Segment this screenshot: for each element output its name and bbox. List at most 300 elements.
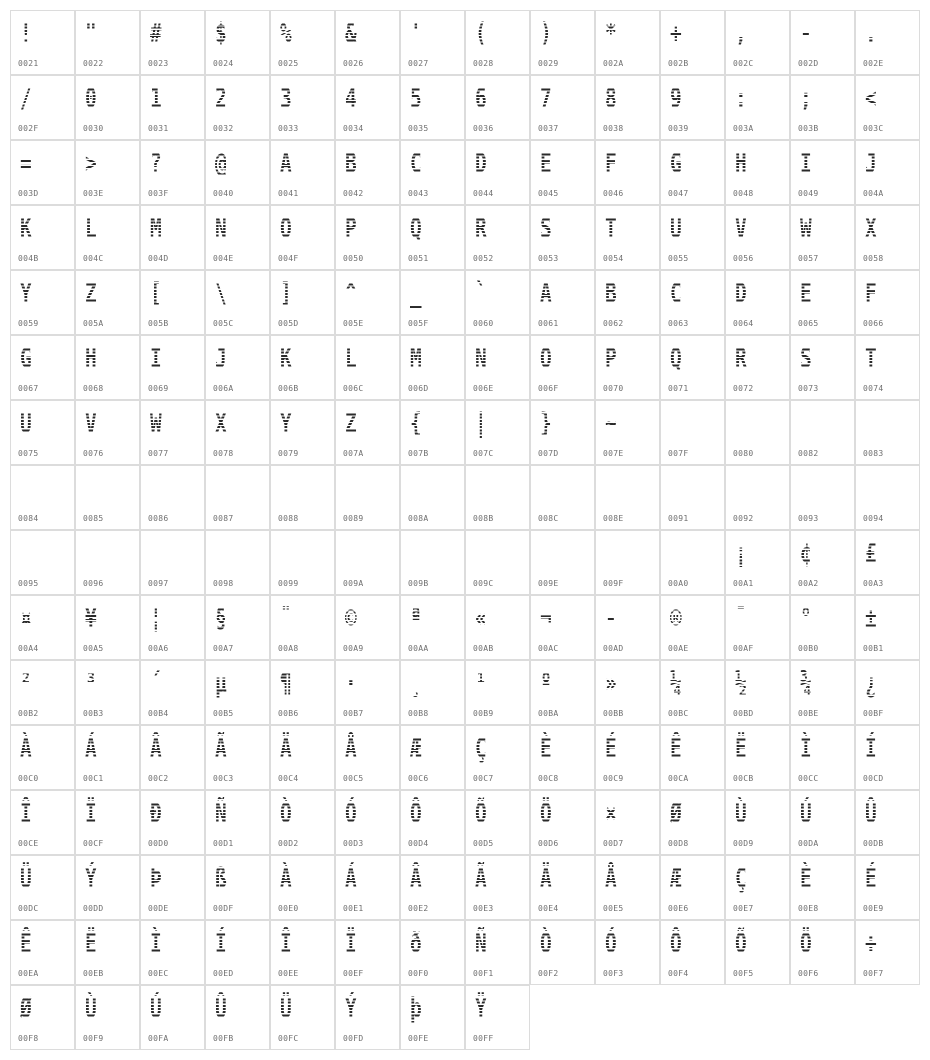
glyph-sample: ¡ <box>735 538 747 569</box>
glyph-sample: V <box>85 408 97 439</box>
glyph-codepoint: 00D9 <box>733 839 754 848</box>
glyph-codepoint: 0059 <box>18 319 39 328</box>
glyph-cell-00dd <box>75 855 140 920</box>
glyph-sample: ° <box>800 603 812 634</box>
glyph-sample: ª <box>410 603 422 634</box>
glyph-cell-00ca <box>660 725 725 790</box>
glyph-sample: Ë <box>85 928 97 959</box>
glyph-sample: × <box>605 798 617 829</box>
glyph-sample: Y <box>20 278 32 309</box>
glyph-codepoint: 0094 <box>863 514 884 523</box>
glyph-codepoint: 00D3 <box>343 839 364 848</box>
glyph-codepoint: 0038 <box>603 124 624 133</box>
glyph-codepoint: 0088 <box>278 514 299 523</box>
glyph-codepoint: 006C <box>343 384 364 393</box>
glyph-sample: Ë <box>735 733 747 764</box>
glyph-sample: ´ <box>150 668 162 699</box>
glyph-cell-0070 <box>595 335 660 400</box>
glyph-cell-0038 <box>595 75 660 140</box>
glyph-sample: { <box>410 408 422 439</box>
glyph-codepoint: 006E <box>473 384 494 393</box>
glyph-sample: ¾ <box>800 668 812 699</box>
glyph-codepoint: 00B0 <box>798 644 819 653</box>
glyph-sample: X <box>215 408 227 439</box>
glyph-cell-00d2 <box>270 790 335 855</box>
glyph-cell-00c8 <box>530 725 595 790</box>
glyph-codepoint: 00AA <box>408 644 429 653</box>
glyph-cell-00d7 <box>595 790 660 855</box>
glyph-codepoint: 00C4 <box>278 774 299 783</box>
glyph-cell-002c <box>725 10 790 75</box>
glyph-codepoint: 007A <box>343 449 364 458</box>
glyph-codepoint: 00AB <box>473 644 494 653</box>
glyph-cell-00a0 <box>660 530 725 595</box>
glyph-cell-005b <box>140 270 205 335</box>
glyph-codepoint: 00A0 <box>668 579 689 588</box>
glyph-cell-00a5 <box>75 595 140 660</box>
glyph-cell-0034 <box>335 75 400 140</box>
glyph-cell-00b2 <box>10 660 75 725</box>
glyph-cell-00b1 <box>855 595 920 660</box>
glyph-cell-00fe <box>400 985 465 1050</box>
glyph-codepoint: 0098 <box>213 579 234 588</box>
glyph-cell-00ad <box>595 595 660 660</box>
glyph-cell-0095 <box>10 530 75 595</box>
glyph-cell-0099 <box>270 530 335 595</box>
glyph-cell-00fc <box>270 985 335 1050</box>
glyph-codepoint: 00EB <box>83 969 104 978</box>
glyph-cell-00ba <box>530 660 595 725</box>
glyph-cell-00cd <box>855 725 920 790</box>
glyph-sample: - <box>800 18 812 49</box>
glyph-cell-0076 <box>75 400 140 465</box>
glyph-sample: ¤ <box>20 603 32 634</box>
glyph-sample: I <box>800 148 812 179</box>
glyph-codepoint: 0041 <box>278 189 299 198</box>
glyph-cell-006e <box>465 335 530 400</box>
glyph-cell-00b4 <box>140 660 205 725</box>
glyph-cell-0021 <box>10 10 75 75</box>
glyph-codepoint: 0093 <box>798 514 819 523</box>
glyph-codepoint: 009A <box>343 579 364 588</box>
glyph-cell-0024 <box>205 10 270 75</box>
glyph-sample: B <box>605 278 617 309</box>
glyph-cell-0048 <box>725 140 790 205</box>
glyph-cell-00c2 <box>140 725 205 790</box>
glyph-codepoint: 0091 <box>668 514 689 523</box>
glyph-sample: § <box>215 603 227 634</box>
glyph-cell-0091 <box>660 465 725 530</box>
glyph-cell-00c1 <box>75 725 140 790</box>
glyph-cell-0026 <box>335 10 400 75</box>
glyph-codepoint: 002A <box>603 59 624 68</box>
glyph-cell-00b5 <box>205 660 270 725</box>
glyph-cell-002d <box>790 10 855 75</box>
glyph-sample: 7 <box>540 83 552 114</box>
glyph-sample: À <box>20 733 32 764</box>
glyph-cell-00f7 <box>855 920 920 985</box>
glyph-cell-0097 <box>140 530 205 595</box>
glyph-sample: [ <box>150 278 162 309</box>
glyph-cell-0045 <box>530 140 595 205</box>
glyph-sample: _ <box>410 278 422 309</box>
glyph-cell-00c9 <box>595 725 660 790</box>
glyph-cell-004d <box>140 205 205 270</box>
glyph-codepoint: 00CB <box>733 774 754 783</box>
glyph-codepoint: 009B <box>408 579 429 588</box>
glyph-cell-006a <box>205 335 270 400</box>
glyph-sample: . <box>865 18 877 49</box>
glyph-cell-009b <box>400 530 465 595</box>
glyph-sample: M <box>150 213 162 244</box>
glyph-codepoint: 004E <box>213 254 234 263</box>
glyph-codepoint: 0084 <box>18 514 39 523</box>
glyph-cell-00af <box>725 595 790 660</box>
glyph-sample: K <box>20 213 32 244</box>
glyph-codepoint: 0061 <box>538 319 559 328</box>
glyph-codepoint: 0072 <box>733 384 754 393</box>
glyph-codepoint: 0051 <box>408 254 429 263</box>
glyph-cell-009e <box>530 530 595 595</box>
glyph-codepoint: 007C <box>473 449 494 458</box>
glyph-sample: Ö <box>540 798 552 829</box>
glyph-sample: \ <box>215 278 227 309</box>
glyph-sample: & <box>345 18 357 49</box>
glyph-codepoint: 006A <box>213 384 234 393</box>
glyph-cell-00e6 <box>660 855 725 920</box>
glyph-sample: ß <box>215 863 227 894</box>
glyph-cell-004c <box>75 205 140 270</box>
glyph-cell-006c <box>335 335 400 400</box>
glyph-sample: 1 <box>150 83 162 114</box>
glyph-cell-007f <box>660 400 725 465</box>
glyph-cell-00e0 <box>270 855 335 920</box>
glyph-cell-00f9 <box>75 985 140 1050</box>
glyph-sample: Ä <box>280 733 292 764</box>
glyph-sample: , <box>735 18 747 49</box>
glyph-sample: H <box>85 343 97 374</box>
glyph-sample: S <box>540 213 552 244</box>
glyph-cell-002b <box>660 10 725 75</box>
glyph-codepoint: 00C2 <box>148 774 169 783</box>
glyph-codepoint: 00FD <box>343 1034 364 1043</box>
glyph-cell-0041 <box>270 140 335 205</box>
glyph-sample: Á <box>85 733 97 764</box>
glyph-codepoint: 00D6 <box>538 839 559 848</box>
glyph-cell-0065 <box>790 270 855 335</box>
glyph-sample: Ï <box>345 928 357 959</box>
glyph-cell-003e <box>75 140 140 205</box>
glyph-sample: J <box>215 343 227 374</box>
glyph-cell-00e5 <box>595 855 660 920</box>
glyph-sample: ? <box>150 148 162 179</box>
glyph-sample: Ü <box>20 863 32 894</box>
glyph-sample: L <box>85 213 97 244</box>
glyph-sample: Q <box>670 343 682 374</box>
glyph-codepoint: 00B2 <box>18 709 39 718</box>
glyph-cell-005c <box>205 270 270 335</box>
glyph-cell-0047 <box>660 140 725 205</box>
glyph-codepoint: 00EA <box>18 969 39 978</box>
glyph-sample: A <box>280 148 292 179</box>
glyph-cell-00ab <box>465 595 530 660</box>
glyph-sample: I <box>150 343 162 374</box>
glyph-codepoint: 00AE <box>668 644 689 653</box>
glyph-codepoint: 0045 <box>538 189 559 198</box>
glyph-sample: Æ <box>410 733 422 764</box>
glyph-codepoint: 008C <box>538 514 559 523</box>
glyph-codepoint: 0076 <box>83 449 104 458</box>
glyph-cell-0054 <box>595 205 660 270</box>
glyph-sample: - <box>605 603 617 634</box>
glyph-codepoint: 0043 <box>408 189 429 198</box>
glyph-codepoint: 0077 <box>148 449 169 458</box>
glyph-cell-0087 <box>205 465 270 530</box>
glyph-codepoint: 00B8 <box>408 709 429 718</box>
glyph-cell-0079 <box>270 400 335 465</box>
glyph-cell-00ec <box>140 920 205 985</box>
glyph-cell-006b <box>270 335 335 400</box>
glyph-codepoint: 0032 <box>213 124 234 133</box>
glyph-codepoint: 00BA <box>538 709 559 718</box>
glyph-codepoint: 0028 <box>473 59 494 68</box>
glyph-sample: ¸ <box>410 668 422 699</box>
glyph-codepoint: 005E <box>343 319 364 328</box>
glyph-sample: ¬ <box>540 603 552 634</box>
glyph-sample: ½ <box>735 668 747 699</box>
glyph-sample: ] <box>280 278 292 309</box>
glyph-codepoint: 007E <box>603 449 624 458</box>
glyph-cell-0098 <box>205 530 270 595</box>
glyph-sample: 4 <box>345 83 357 114</box>
glyph-codepoint: 0074 <box>863 384 884 393</box>
glyph-sample: ) <box>540 18 552 49</box>
glyph-sample: Î <box>280 928 292 959</box>
glyph-sample: » <box>605 668 617 699</box>
glyph-cell-00c5 <box>335 725 400 790</box>
glyph-codepoint: 005B <box>148 319 169 328</box>
glyph-codepoint: 006B <box>278 384 299 393</box>
glyph-codepoint: 0033 <box>278 124 299 133</box>
glyph-codepoint: 007B <box>408 449 429 458</box>
glyph-codepoint: 0069 <box>148 384 169 393</box>
glyph-cell-002a <box>595 10 660 75</box>
glyph-codepoint: 0054 <box>603 254 624 263</box>
glyph-codepoint: 00F2 <box>538 969 559 978</box>
glyph-codepoint: 0070 <box>603 384 624 393</box>
glyph-sample: Y <box>280 408 292 439</box>
glyph-sample: ® <box>670 603 682 634</box>
glyph-codepoint: 0024 <box>213 59 234 68</box>
glyph-sample: N <box>215 213 227 244</box>
glyph-sample: Ó <box>605 928 617 959</box>
glyph-codepoint: 00D1 <box>213 839 234 848</box>
glyph-sample: C <box>670 278 682 309</box>
glyph-cell-0057 <box>790 205 855 270</box>
glyph-codepoint: 00D2 <box>278 839 299 848</box>
glyph-sample: G <box>20 343 32 374</box>
glyph-codepoint: 0058 <box>863 254 884 263</box>
glyph-codepoint: 0099 <box>278 579 299 588</box>
glyph-sample: Û <box>865 798 877 829</box>
glyph-codepoint: 00AF <box>733 644 754 653</box>
glyph-codepoint: 0034 <box>343 124 364 133</box>
glyph-codepoint: 0063 <box>668 319 689 328</box>
glyph-codepoint: 0052 <box>473 254 494 263</box>
glyph-cell-007a <box>335 400 400 465</box>
glyph-codepoint: 0030 <box>83 124 104 133</box>
glyph-cell-00db <box>855 790 920 855</box>
glyph-sample: ` <box>475 278 487 309</box>
glyph-sample: Å <box>345 733 357 764</box>
glyph-cell-00e3 <box>465 855 530 920</box>
glyph-codepoint: 0060 <box>473 319 494 328</box>
glyph-sample: Ç <box>475 733 487 764</box>
glyph-codepoint: 00A3 <box>863 579 884 588</box>
glyph-codepoint: 00A4 <box>18 644 39 653</box>
glyph-cell-0059 <box>10 270 75 335</box>
glyph-sample: " <box>85 18 97 49</box>
glyph-codepoint: 0042 <box>343 189 364 198</box>
glyph-sample: Ø <box>20 993 32 1024</box>
glyph-cell-0027 <box>400 10 465 75</box>
glyph-cell-005d <box>270 270 335 335</box>
glyph-codepoint: 0086 <box>148 514 169 523</box>
glyph-codepoint: 00E4 <box>538 904 559 913</box>
glyph-codepoint: 00DC <box>18 904 39 913</box>
glyph-sample: Ö <box>800 928 812 959</box>
glyph-cell-0074 <box>855 335 920 400</box>
glyph-cell-00d1 <box>205 790 270 855</box>
glyph-codepoint: 002B <box>668 59 689 68</box>
glyph-codepoint: 0022 <box>83 59 104 68</box>
glyph-sample: Ï <box>85 798 97 829</box>
glyph-codepoint: 00DD <box>83 904 104 913</box>
glyph-codepoint: 0046 <box>603 189 624 198</box>
glyph-cell-00b0 <box>790 595 855 660</box>
glyph-cell-0056 <box>725 205 790 270</box>
glyph-codepoint: 00CE <box>18 839 39 848</box>
glyph-codepoint: 0096 <box>83 579 104 588</box>
glyph-codepoint: 00F9 <box>83 1034 104 1043</box>
glyph-cell-0061 <box>530 270 595 335</box>
glyph-sample: Ô <box>410 798 422 829</box>
glyph-cell-00e7 <box>725 855 790 920</box>
glyph-sample: À <box>280 863 292 894</box>
glyph-cell-00bc <box>660 660 725 725</box>
glyph-codepoint: 00F6 <box>798 969 819 978</box>
glyph-codepoint: 00D5 <box>473 839 494 848</box>
glyph-cell-0064 <box>725 270 790 335</box>
glyph-codepoint: 00DE <box>148 904 169 913</box>
glyph-codepoint: 004B <box>18 254 39 263</box>
glyph-sample: È <box>540 733 552 764</box>
glyph-codepoint: 0097 <box>148 579 169 588</box>
glyph-cell-006d <box>400 335 465 400</box>
glyph-cell-00f8 <box>10 985 75 1050</box>
glyph-cell-00eb <box>75 920 140 985</box>
glyph-cell-0033 <box>270 75 335 140</box>
glyph-cell-0078 <box>205 400 270 465</box>
glyph-cell-00f4 <box>660 920 725 985</box>
glyph-codepoint: 00B9 <box>473 709 494 718</box>
glyph-codepoint: 00A8 <box>278 644 299 653</box>
glyph-sample: B <box>345 148 357 179</box>
glyph-cell-0042 <box>335 140 400 205</box>
glyph-sample: @ <box>215 148 227 179</box>
glyph-codepoint: 002F <box>18 124 39 133</box>
glyph-sample: U <box>20 408 32 439</box>
glyph-sample: È <box>800 863 812 894</box>
glyph-codepoint: 0080 <box>733 449 754 458</box>
glyph-codepoint: 00ED <box>213 969 234 978</box>
glyph-cell-003b <box>790 75 855 140</box>
glyph-codepoint: 0082 <box>798 449 819 458</box>
glyph-codepoint: 00B3 <box>83 709 104 718</box>
glyph-sample: Û <box>215 993 227 1024</box>
glyph-codepoint: 0092 <box>733 514 754 523</box>
glyph-codepoint: 0037 <box>538 124 559 133</box>
glyph-sample: É <box>865 863 877 894</box>
glyph-codepoint: 00D7 <box>603 839 624 848</box>
glyph-cell-0088 <box>270 465 335 530</box>
glyph-cell-0089 <box>335 465 400 530</box>
glyph-sample: Ù <box>85 993 97 1024</box>
glyph-cell-0094 <box>855 465 920 530</box>
glyph-codepoint: 00E8 <box>798 904 819 913</box>
glyph-codepoint: 00FB <box>213 1034 234 1043</box>
glyph-codepoint: 0025 <box>278 59 299 68</box>
glyph-codepoint: 00AD <box>603 644 624 653</box>
glyph-cell-00d3 <box>335 790 400 855</box>
glyph-cell-003d <box>10 140 75 205</box>
glyph-codepoint: 00B5 <box>213 709 234 718</box>
glyph-cell-00a8 <box>270 595 335 660</box>
glyph-codepoint: 0079 <box>278 449 299 458</box>
glyph-codepoint: 0044 <box>473 189 494 198</box>
glyph-cell-0055 <box>660 205 725 270</box>
glyph-codepoint: 00E1 <box>343 904 364 913</box>
glyph-codepoint: 007F <box>668 449 689 458</box>
glyph-sample: 5 <box>410 83 422 114</box>
glyph-cell-007d <box>530 400 595 465</box>
glyph-cell-008a <box>400 465 465 530</box>
glyph-cell-00fb <box>205 985 270 1050</box>
glyph-codepoint: 005A <box>83 319 104 328</box>
glyph-codepoint: 00E2 <box>408 904 429 913</box>
glyph-codepoint: 009F <box>603 579 624 588</box>
glyph-sample: T <box>605 213 617 244</box>
glyph-codepoint: 008B <box>473 514 494 523</box>
glyph-sample: Ç <box>735 863 747 894</box>
glyph-cell-003a <box>725 75 790 140</box>
glyph-codepoint: 004D <box>148 254 169 263</box>
glyph-sample: £ <box>865 538 877 569</box>
glyph-cell-00ae <box>660 595 725 660</box>
glyph-sample: Î <box>20 798 32 829</box>
glyph-codepoint: 00BC <box>668 709 689 718</box>
glyph-cell-0086 <box>140 465 205 530</box>
glyph-sample: Ÿ <box>475 993 487 1024</box>
glyph-sample: Á <box>345 863 357 894</box>
glyph-cell-0032 <box>205 75 270 140</box>
glyph-cell-00ed <box>205 920 270 985</box>
glyph-cell-00c4 <box>270 725 335 790</box>
glyph-sample: Ã <box>475 863 487 894</box>
glyph-cell-00a4 <box>10 595 75 660</box>
glyph-cell-0069 <box>140 335 205 400</box>
glyph-sample: Í <box>865 733 877 764</box>
